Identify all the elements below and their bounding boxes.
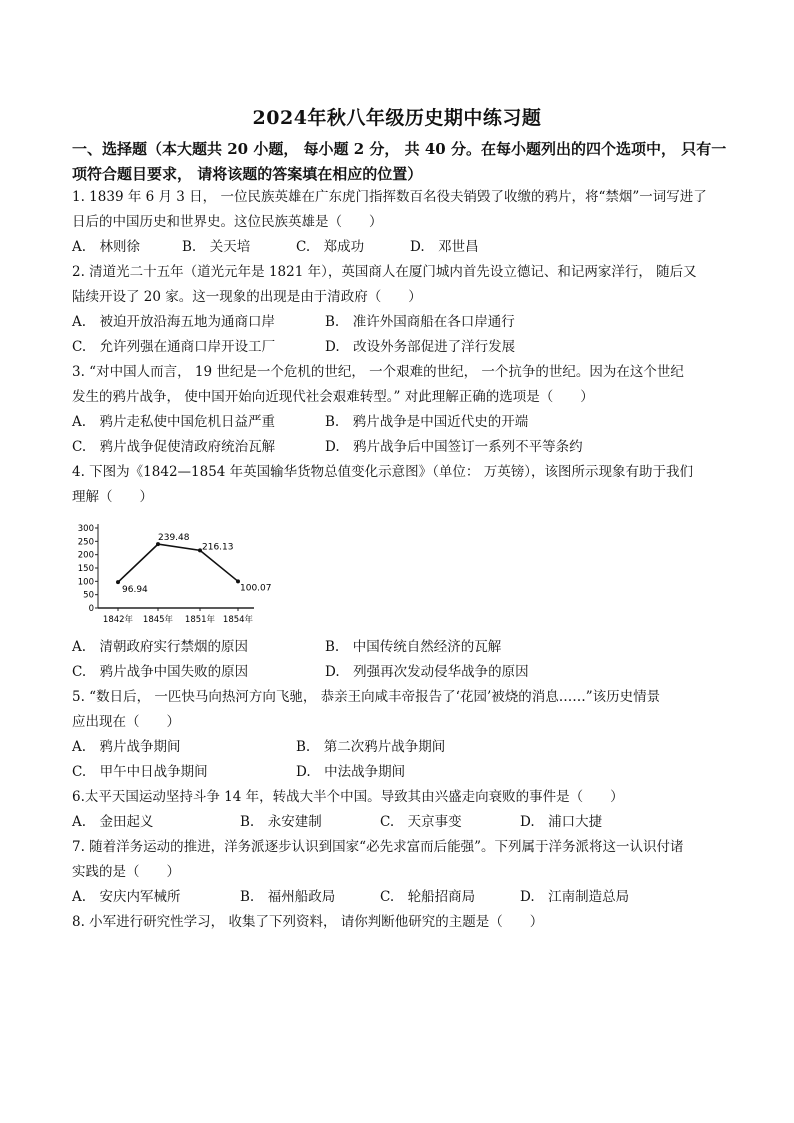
y-tick-label: 200 <box>77 550 94 561</box>
question-4-line-2: 理解（ ） <box>72 489 153 505</box>
y-tick-label: 300 <box>77 524 94 534</box>
question-5-line-2: 应出现在（ ） <box>72 714 180 730</box>
q7-option-b: B. 福州船政局 <box>240 889 336 905</box>
y-tick-label: 50 <box>83 590 94 601</box>
q4-option-c: C. 鸦片战争中国失败的原因 <box>72 664 249 680</box>
x-tick-label: 1842年 <box>102 615 134 625</box>
question-2-line-1: 2. 清道光二十五年（道光元年是 1821 年），英国商人在厦门城内首先设立德记、和记两家洋行， 随后又 <box>72 264 697 280</box>
q7-option-c: C. 轮船招商局 <box>380 889 476 905</box>
data-label: 96.94 <box>122 585 148 596</box>
question-8-line-1: 8. 小军进行研究性学习， 收集了下列资料， 请你判断他研究的主题是（ ） <box>72 914 544 930</box>
q3-option-b: B. 鸦片战争是中国近代史的开端 <box>325 414 529 430</box>
y-tick-label: 0 <box>88 604 94 614</box>
question-3-line-2: 发生的鸦片战争， 使中国开始向近现代社会艰难转型。” 对此理解正确的选项是（ ） <box>72 389 594 405</box>
section-heading: 一、选择题（本大题共 20 小题， 每小题 2 分， 共 40 分。在每小题列出的四个选项中， 只有一项符合题目要求， 请将该题的答案填在相应的位置） <box>72 140 727 183</box>
question-5-line-1: 5. “数日后， 一匹快马向热河方向飞驰， 恭亲王向咸丰帝报告了‘花园’被烧的消息……”该历史情景 <box>72 689 661 705</box>
question-3-line-1: 3. “对中国人而言， 19 世纪是一个危机的世纪， 一个艰难的世纪， 一个抗争的世纪。因为在这个世纪 <box>72 364 684 380</box>
y-tick-label: 100 <box>77 577 94 588</box>
q7-option-d: D. 江南制造总局 <box>520 889 630 905</box>
question-1-line-1: 1. 1839 年 6 月 3 日， 一位民族英雄在广东虎门指挥数百名役夫销毁了收缴的鸦片，将“禁烟”一词写进了 <box>72 189 707 205</box>
question-6-line-1: 6.太平天国运动坚持斗争 14 年，转战大半个中国。导致其由兴盛走向衰败的事件是（ ） <box>72 789 624 805</box>
data-label: 239.48 <box>158 533 190 544</box>
question-7-line-2: 实践的是（ ） <box>72 864 180 880</box>
q5-option-a: A. 鸦片战争期间 <box>72 739 181 755</box>
q2-option-a: A. 被迫开放沿海五地为通商口岸 <box>72 314 276 330</box>
q1-option-c: C. 郑成功 <box>296 239 365 255</box>
q7-option-a: A. 安庆内军械所 <box>72 889 181 905</box>
question-7-line-1: 7. 随着洋务运动的推进，洋务派逐步认识到国家“必先求富而后能强”。下列属于洋务派将这一认识付诸 <box>72 839 684 855</box>
data-label: 216.13 <box>202 542 234 553</box>
q3-option-c: C. 鸦片战争促使清政府统治瓦解 <box>72 439 276 455</box>
q3-option-a: A. 鸦片走私使中国危机日益严重 <box>72 414 276 430</box>
q3-option-d: D. 鸦片战争后中国签订一系列不平等条约 <box>325 439 583 455</box>
export-value-line-chart <box>72 518 272 630</box>
q1-option-a: A. 林则徐 <box>72 239 141 255</box>
q5-option-c: C. 甲午中日战争期间 <box>72 764 208 780</box>
q1-option-b: B. 关天培 <box>182 239 251 255</box>
q6-option-b: B. 永安建制 <box>240 814 322 830</box>
q4-option-a: A. 清朝政府实行禁烟的原因 <box>72 639 249 655</box>
x-tick-label: 1851年 <box>184 615 216 625</box>
q1-option-d: D. 邓世昌 <box>410 239 479 255</box>
q6-option-c: C. 天京事变 <box>380 814 462 830</box>
q6-option-a: A. 金田起义 <box>72 814 154 830</box>
x-tick-label: 1854年 <box>222 615 254 625</box>
x-tick-label: 1845年 <box>142 615 174 625</box>
data-point-group <box>116 533 272 595</box>
question-2-line-2: 陆续开设了 20 家。这一现象的出现是由于清政府（ ） <box>72 289 422 305</box>
q2-option-b: B. 准许外国商船在各口岸通行 <box>325 314 515 330</box>
q2-option-d: D. 改设外务部促进了洋行发展 <box>325 339 516 355</box>
y-tick-group <box>78 524 98 614</box>
q4-option-d: D. 列强再次发动侵华战争的原因 <box>325 664 529 680</box>
question-1-line-2: 日后的中国历史和世界史。这位民族英雄是（ ） <box>72 214 383 230</box>
y-tick-label: 250 <box>77 537 94 548</box>
q2-option-c: C. 允许列强在通商口岸开设工厂 <box>72 339 276 355</box>
y-tick-label: 150 <box>77 564 94 574</box>
q5-option-b: B. 第二次鸦片战争期间 <box>296 739 446 755</box>
question-4-line-1: 4. 下图为《1842—1854 年英国输华货物总值变化示意图》（单位： 万英镑），该图所示现象有助于我们 <box>72 464 693 480</box>
data-point <box>116 580 120 584</box>
x-tick-group <box>103 608 254 625</box>
q4-option-b: B. 中国传统自然经济的瓦解 <box>325 639 502 655</box>
data-label: 100.07 <box>240 583 272 594</box>
q6-option-d: D. 浦口大捷 <box>520 814 603 830</box>
q5-option-d: D. 中法战争期间 <box>296 764 406 780</box>
page-title: 2024年秋八年级历史期中练习题 <box>252 107 542 129</box>
